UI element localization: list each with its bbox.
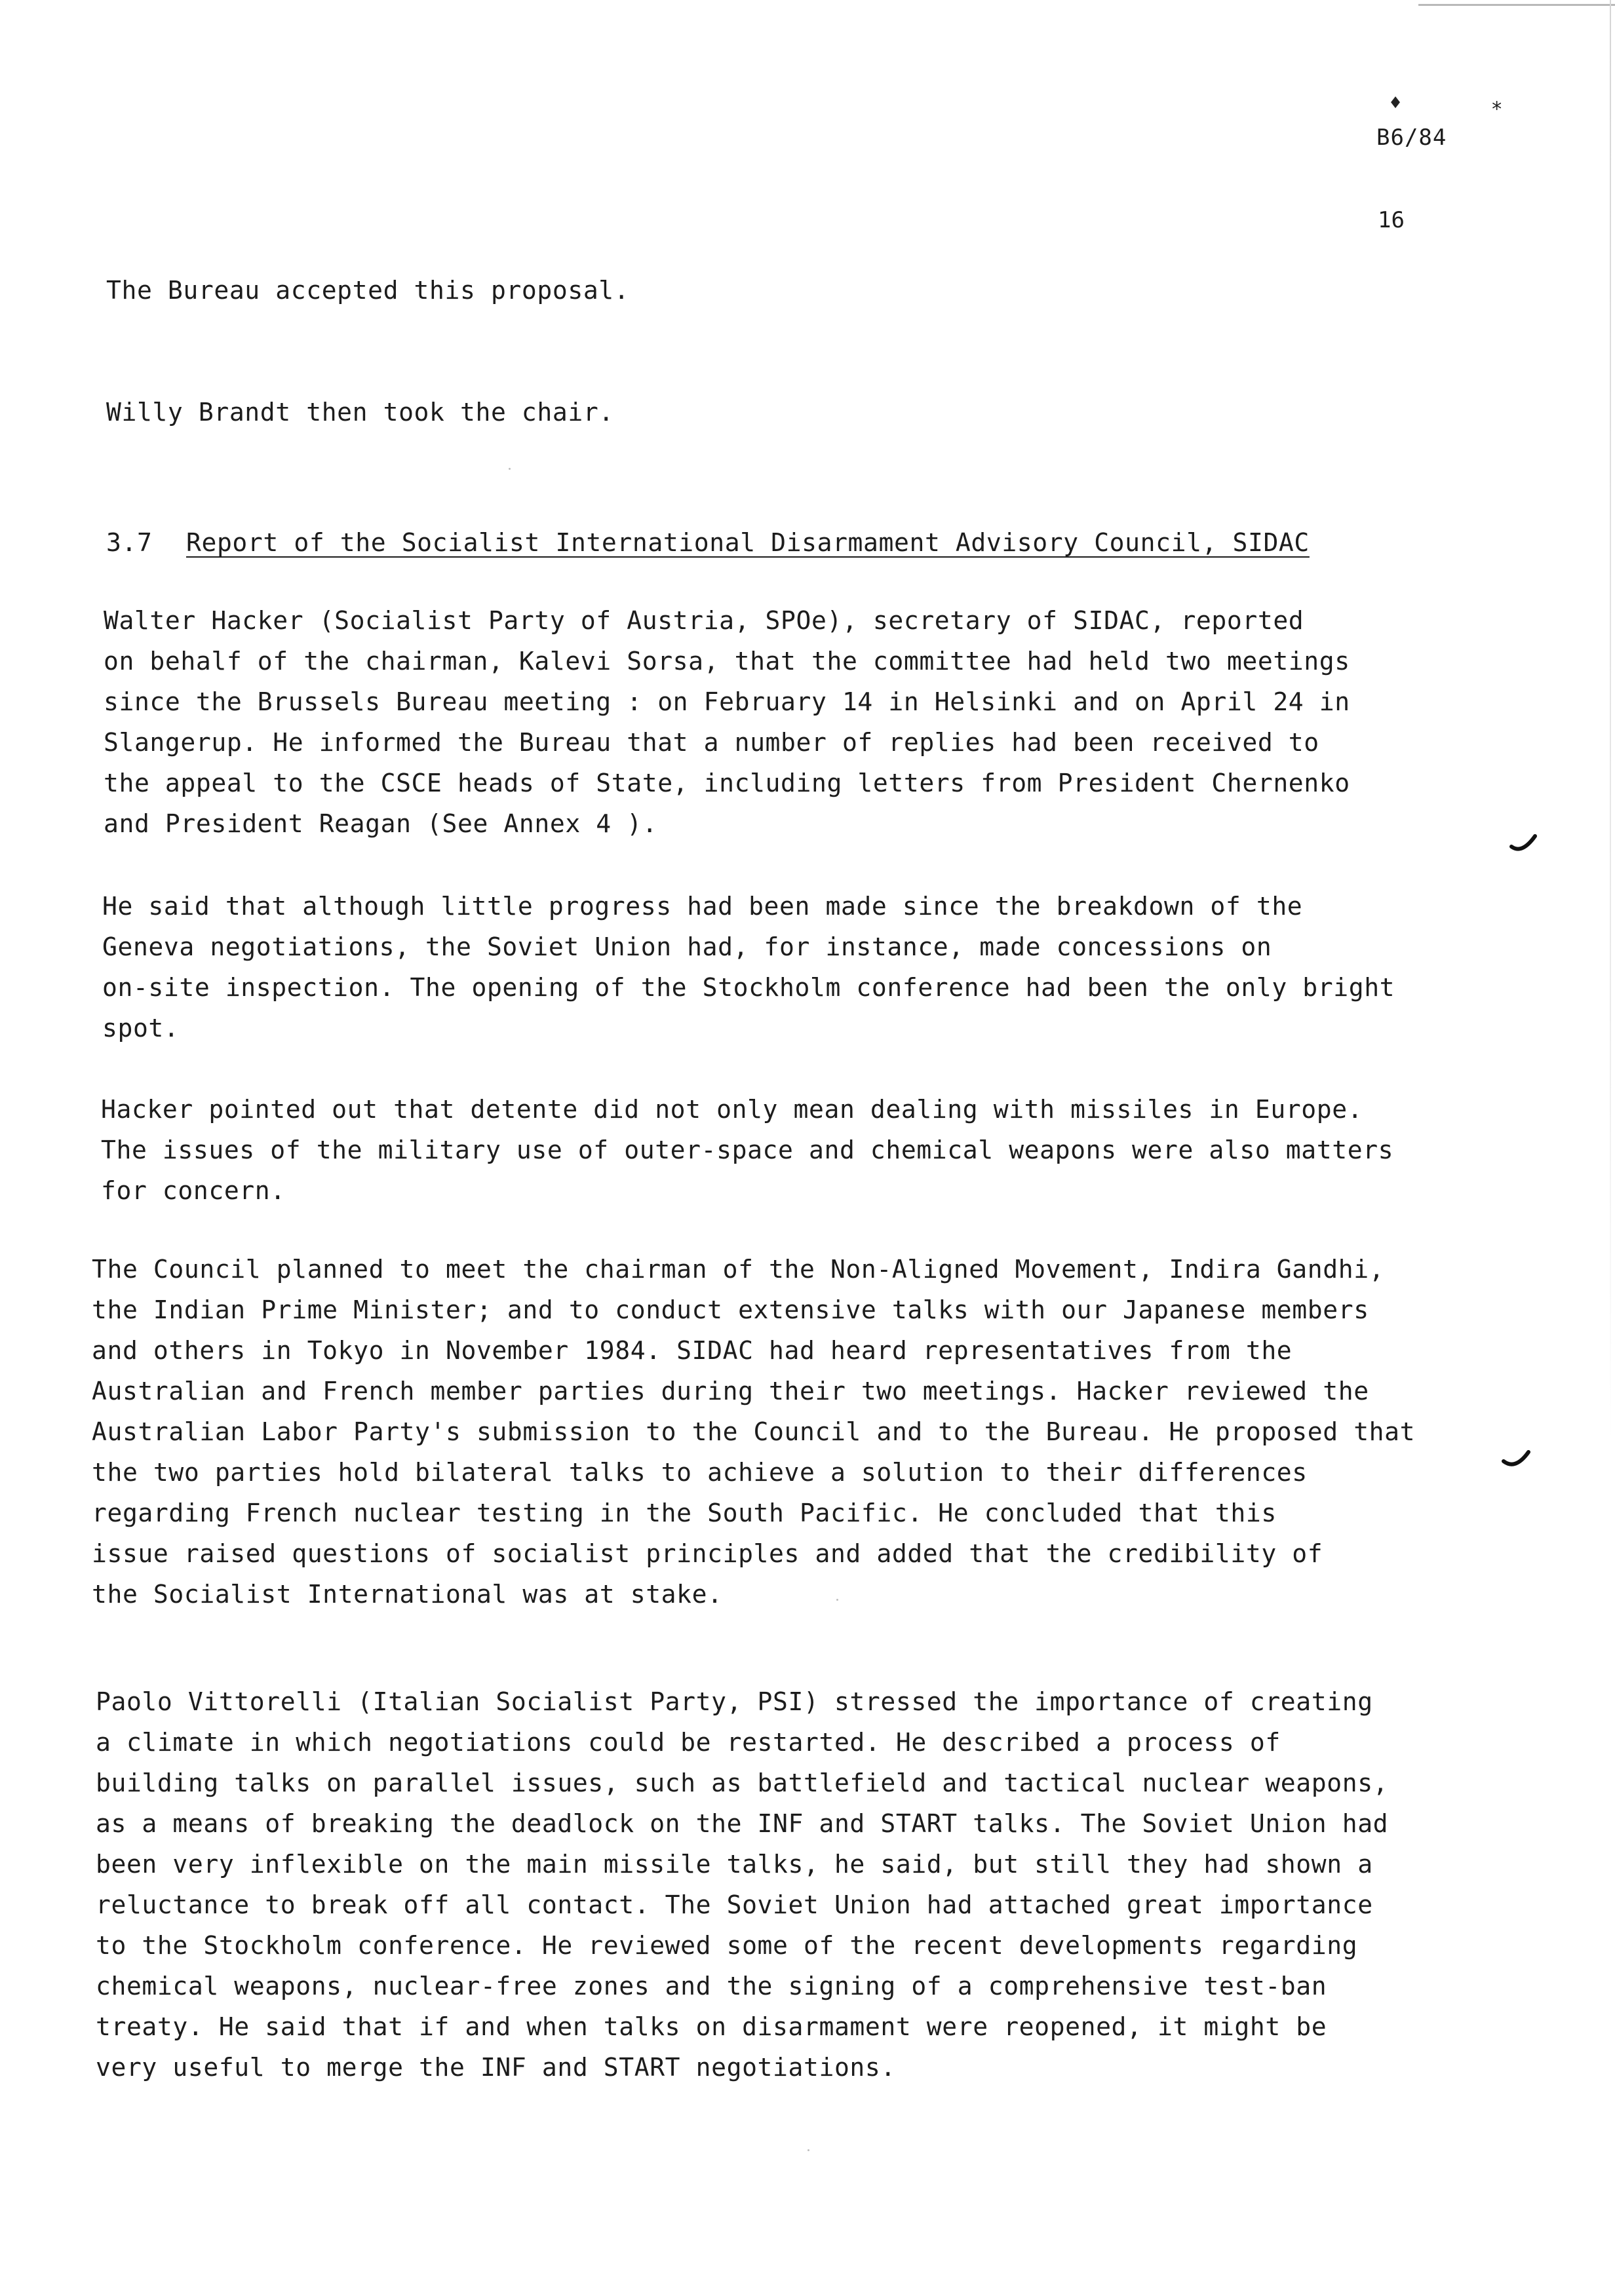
text-line: and President Reagan (See Annex 4 ). <box>104 809 658 838</box>
paragraph-hacker-report <box>104 600 1350 844</box>
page-number: 16 <box>1378 207 1405 233</box>
scan-edge-top <box>1418 4 1615 6</box>
paragraph-council <box>92 1249 1415 1615</box>
text-line: the two parties hold bilateral talks to achieve a solution to their differences <box>92 1458 1308 1487</box>
paragraph-progress <box>102 886 1395 1048</box>
text-line: spot. <box>102 1014 180 1043</box>
text-line: as a means of breaking the deadlock on the INF and START talks. The Soviet Union had <box>96 1809 1389 1838</box>
section-number: 3.7 <box>106 528 153 557</box>
text-line: reluctance to break off all contact. The Soviet Union had attached great importance <box>96 1890 1373 1919</box>
text-line: regarding French nuclear testing in the South Pacific. He concluded that this <box>92 1499 1277 1527</box>
text-line: He said that although little progress had been made since the breakdown of the <box>102 892 1303 921</box>
paragraph-brandt-chair <box>106 392 614 432</box>
section-title: Report of the Socialist International Disarmament Advisory Council, SIDAC <box>186 528 1310 557</box>
text-line: on behalf of the chairman, Kalevi Sorsa, that the committee had held two meetings <box>104 647 1350 676</box>
margin-tick-mark <box>1509 832 1539 858</box>
text-line: Australian and French member parties during their two meetings. Hacker reviewed the <box>92 1377 1369 1406</box>
document-reference: B6/84 <box>1376 124 1447 151</box>
text-line: very useful to merge the INF and START negotiations. <box>96 2053 896 2082</box>
paragraph-vittorelli <box>96 1681 1388 2088</box>
text-line: Willy Brandt then took the chair. <box>106 398 614 427</box>
text-line: the appeal to the CSCE heads of State, including letters from President Chernenko <box>104 769 1350 797</box>
text-line: building talks on parallel issues, such as battlefield and tactical nuclear weapons, <box>96 1769 1389 1797</box>
text-line: since the Brussels Bureau meeting : on February 14 in Helsinki and on April 24 in <box>104 687 1350 716</box>
margin-tick-mark <box>1501 1448 1531 1474</box>
text-line: Hacker pointed out that detente did not only mean dealing with missiles in Europe. <box>101 1095 1363 1124</box>
text-line: The Council planned to meet the chairman of the Non-Aligned Movement, Indira Gandhi, <box>92 1255 1385 1284</box>
text-line: and others in Tokyo in November 1984. SIDAC had heard representatives from the <box>92 1336 1293 1365</box>
text-line: The Bureau accepted this proposal. <box>106 276 630 305</box>
text-line: The issues of the military use of outer-space and chemical weapons were also matters <box>101 1136 1394 1164</box>
paragraph-bureau-accepted <box>106 270 629 311</box>
text-line: chemical weapons, nuclear-free zones and the signing of a comprehensive test-ban <box>96 1972 1327 2000</box>
text-line: issue raised questions of socialist principles and added that the credibility of <box>92 1539 1323 1568</box>
text-line: a climate in which negotiations could be restarted. He described a process of <box>96 1728 1281 1757</box>
text-line: the Socialist International was at stake. <box>92 1580 723 1609</box>
text-line: Australian Labor Party's submission to the Council and to the Bureau. He proposed that <box>92 1417 1416 1446</box>
corner-marks: ♦ ⁎ <box>1390 92 1542 115</box>
scan-speck <box>808 2149 809 2151</box>
text-line: treaty. He said that if and when talks on disarmament were reopened, it might be <box>96 2012 1327 2041</box>
text-line: for concern. <box>101 1176 286 1205</box>
text-line: on-site inspection. The opening of the Stockholm conference had been the only bright <box>102 973 1395 1002</box>
text-line: Walter Hacker (Socialist Party of Austria, SPOe), secretary of SIDAC, reported <box>104 606 1304 635</box>
text-line: Geneva negotiations, the Soviet Union had, for instance, made concessions on <box>102 932 1272 961</box>
scan-speck <box>836 1599 838 1601</box>
text-line: been very inflexible on the main missile talks, he said, but still they had shown a <box>96 1850 1373 1879</box>
text-line: to the Stockholm conference. He reviewed some of the recent developments regarding <box>96 1931 1358 1960</box>
scan-edge-right <box>1610 0 1611 1442</box>
text-line: Slangerup. He informed the Bureau that a number of replies had been received to <box>104 728 1319 757</box>
scan-speck <box>509 468 511 470</box>
text-line: the Indian Prime Minister; and to conduct extensive talks with our Japanese members <box>92 1295 1369 1324</box>
paragraph-detente <box>101 1089 1393 1211</box>
text-line: Paolo Vittorelli (Italian Socialist Party, PSI) stressed the importance of creating <box>96 1687 1373 1716</box>
